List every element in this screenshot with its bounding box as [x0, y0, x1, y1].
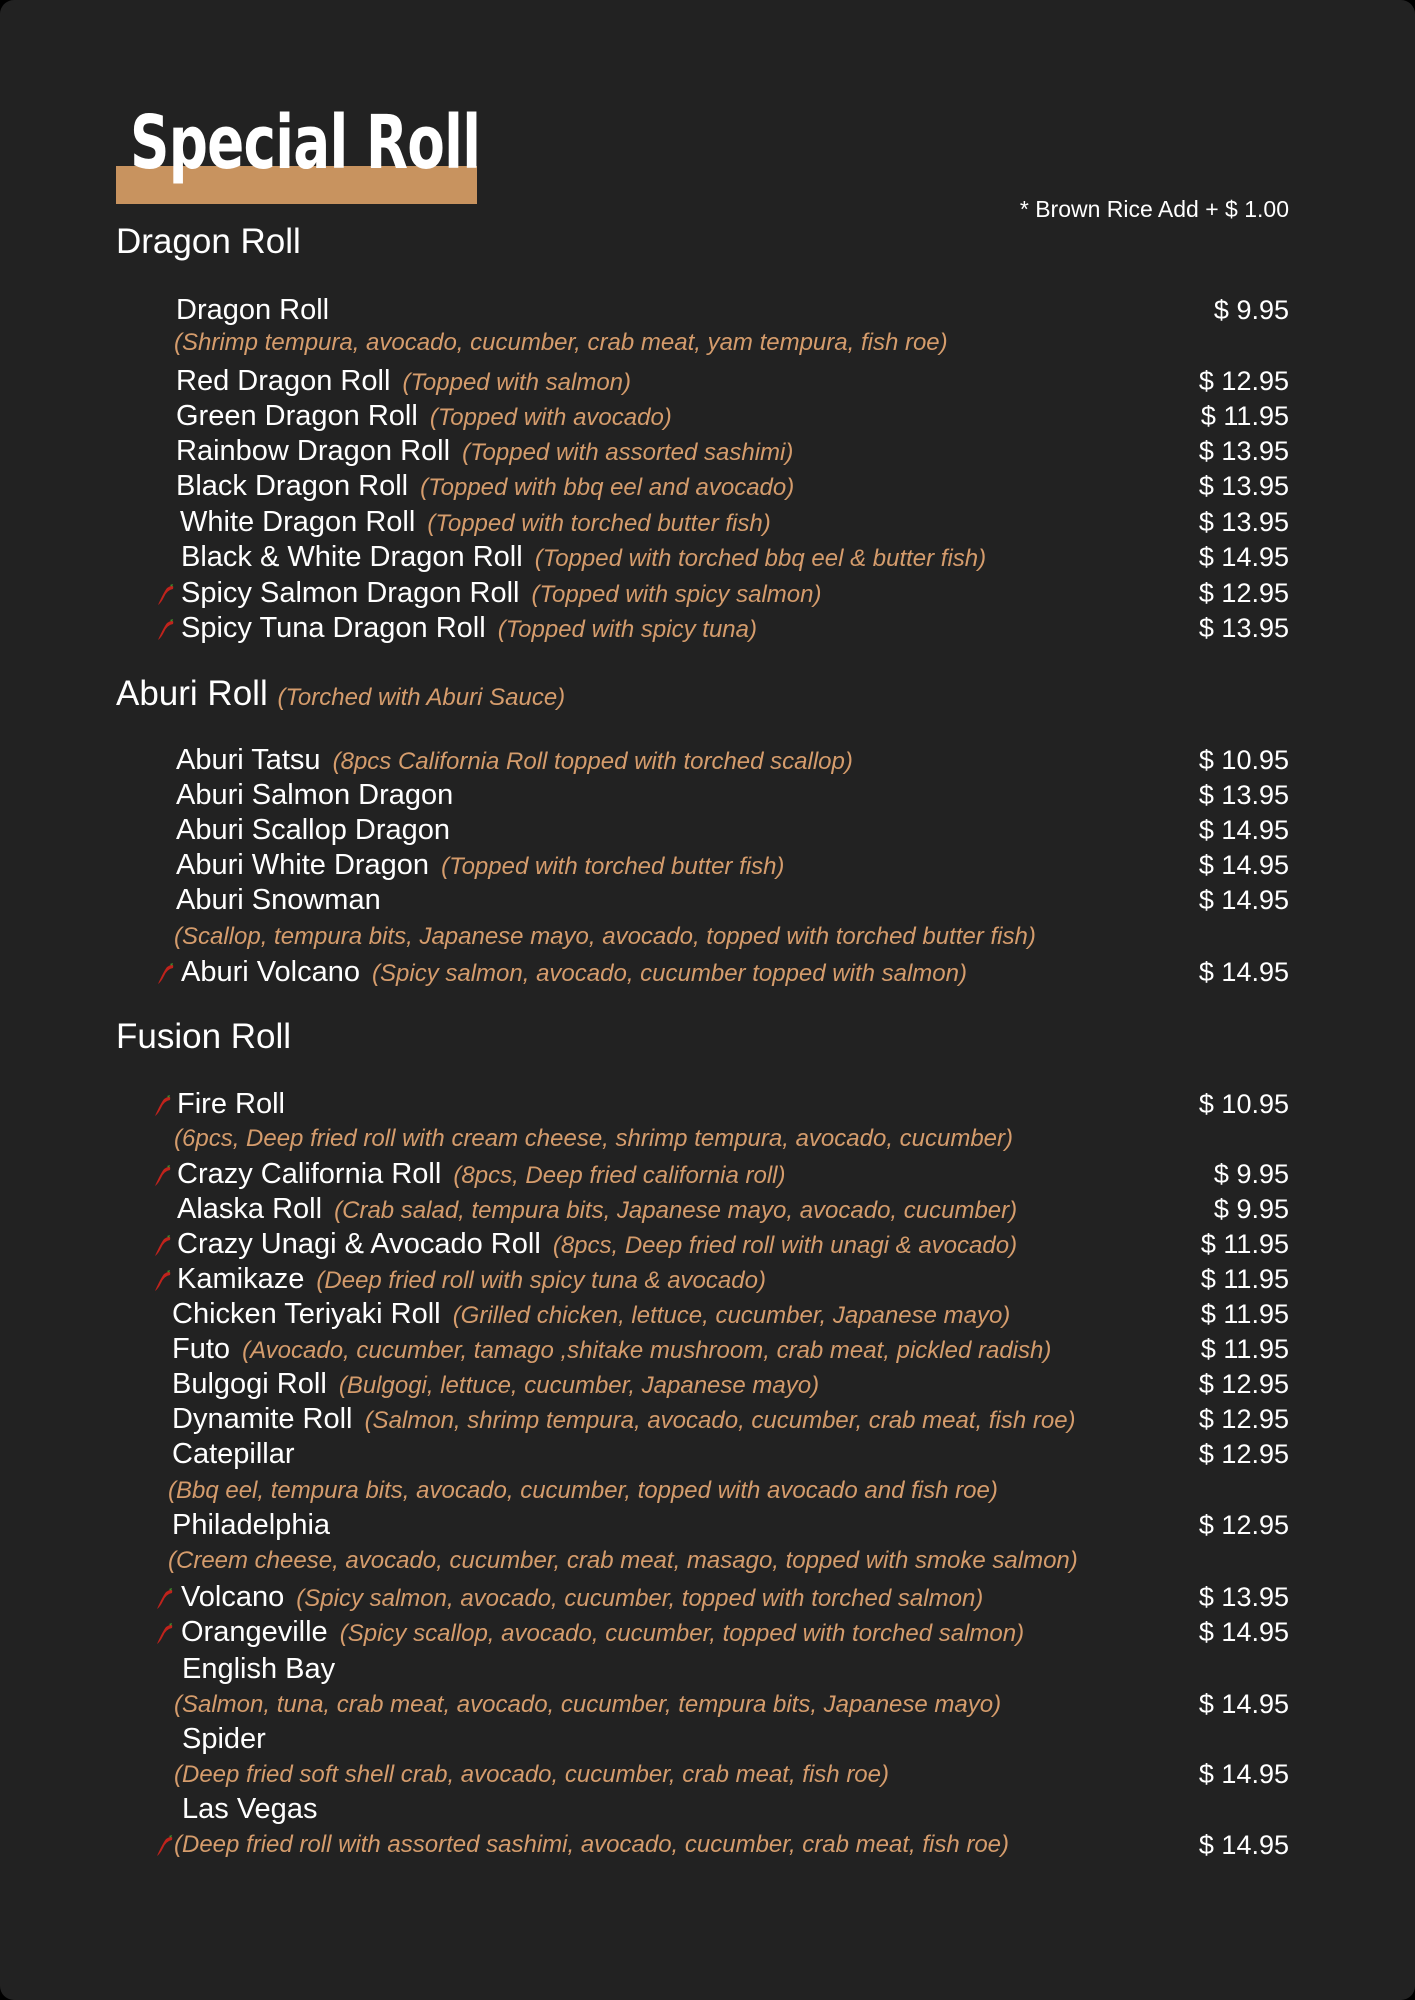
item-description: (Topped with spicy tuna) [497, 616, 757, 643]
item-name: Bulgogi Roll [172, 1368, 327, 1400]
item-name: Orangeville [181, 1616, 328, 1648]
menu-item-dynamite-roll [0, 1402, 1415, 1437]
chili-pepper-icon [154, 1165, 172, 1187]
menu-item-aburi-tatsu [0, 743, 1415, 778]
item-name: Dynamite Roll [172, 1403, 353, 1435]
item-name: Spider [182, 1723, 266, 1755]
menu-item-crazy-unagi-avocado-roll [0, 1227, 1415, 1262]
item-description: (Crab salad, tempura bits, Japanese mayo, avocado, cucumber) [334, 1197, 1018, 1224]
item-description: (Spicy salmon, avocado, cucumber, topped with torched salmon) [296, 1585, 984, 1612]
item-description: (Deep fried soft shell crab, avocado, cucumber, crab meat, fish roe) [174, 1761, 889, 1788]
menu-item-red-dragon-roll [0, 364, 1415, 399]
section-title-dragon-text: Dragon Roll [116, 222, 301, 261]
item-description: (Topped with spicy salmon) [531, 581, 822, 608]
item-price: $ 11.95 [1200, 1334, 1289, 1364]
item-description: (Creem cheese, avocado, cucumber, crab meat, masago, topped with smoke salmon) [168, 1547, 1078, 1574]
menu-item-las-vegas [0, 1792, 1415, 1827]
menu-item-orangeville [0, 1615, 1415, 1650]
menu-item-white-dragon-roll [0, 505, 1415, 540]
menu-item-aburi-volcano [0, 955, 1415, 990]
item-price: $ 13.95 [1198, 471, 1289, 501]
item-name: Aburi White Dragon [176, 849, 430, 881]
item-description: (Topped with assorted sashimi) [462, 439, 794, 466]
chili-pepper-icon [154, 1095, 172, 1117]
item-price: $ 11.95 [1200, 1299, 1289, 1329]
item-price: $ 13.95 [1198, 1582, 1289, 1612]
item-description: (Topped with torched butter fish) [427, 510, 771, 537]
item-name: English Bay [182, 1653, 336, 1685]
menu-item-alaska-roll [0, 1192, 1415, 1227]
item-description: (Spicy scallop, avocado, cucumber, topped with torched salmon) [339, 1620, 1025, 1647]
section-title-fusion [116, 1017, 291, 1057]
item-price: $ 12.95 [1198, 1369, 1289, 1399]
item-description: (Avocado, cucumber, tamago ,shitake mushroom, crab meat, pickled radish) [242, 1337, 1052, 1364]
chili-pepper-icon [154, 1270, 172, 1292]
item-name: Fire Roll [177, 1088, 285, 1120]
item-price: $ 12.95 [1198, 1510, 1289, 1540]
chili-pepper-icon [156, 1623, 174, 1645]
item-price: $ 14.95 [1198, 1689, 1289, 1719]
menu-item-english-bay [0, 1652, 1415, 1687]
menu-item-philadelphia [0, 1508, 1415, 1543]
item-price: $ 13.95 [1198, 436, 1289, 466]
item-description: (Salmon, shrimp tempura, avocado, cucumber, crab meat, fish roe) [364, 1407, 1076, 1434]
section-subtitle-aburi: (Torched with Aburi Sauce) [277, 684, 566, 711]
item-description: (8pcs, Deep fried roll with unagi & avocado) [552, 1232, 1018, 1259]
menu-item-aburi-scallop-dragon [0, 813, 1415, 848]
item-name: Futo [172, 1333, 231, 1365]
menu-item-crazy-california-roll [0, 1157, 1415, 1192]
item-price: $ 14.95 [1198, 1759, 1289, 1789]
item-name: Black & White Dragon Roll [181, 541, 523, 573]
item-description: (Topped with torched bbq eel & butter fish) [534, 545, 987, 572]
menu-item-futo [0, 1332, 1415, 1367]
item-name: Las Vegas [182, 1793, 318, 1825]
item-name: Green Dragon Roll [176, 400, 418, 432]
section-title-dragon [116, 222, 301, 262]
chili-pepper-icon [157, 963, 175, 985]
menu-item-aburi-salmon-dragon [0, 778, 1415, 813]
item-name: Alaska Roll [177, 1193, 323, 1225]
menu-item-black-dragon-roll [0, 469, 1415, 504]
item-name: Philadelphia [172, 1509, 331, 1541]
menu-item-bulgogi-roll [0, 1367, 1415, 1402]
menu-item-aburi-snowman [0, 883, 1415, 918]
menu-item-volcano [0, 1580, 1415, 1615]
item-name: Aburi Snowman [176, 884, 381, 916]
brown-rice-note: * Brown Rice Add + $ 1.00 [1019, 196, 1289, 222]
item-price: $ 13.95 [1198, 613, 1289, 643]
item-price: $ 9.95 [1213, 1194, 1289, 1224]
menu-item-aburi-white-dragon [0, 848, 1415, 883]
item-name: Volcano [181, 1581, 285, 1613]
item-description: (Scallop, tempura bits, Japanese mayo, avocado, topped with torched butter fish) [174, 923, 1036, 950]
item-price: $ 12.95 [1198, 1439, 1289, 1469]
menu-item-dragon-roll [0, 293, 1415, 328]
item-price: $ 14.95 [1198, 885, 1289, 915]
section-title-aburi [116, 674, 565, 714]
item-price: $ 14.95 [1198, 815, 1289, 845]
item-description: (8pcs, Deep fried california roll) [453, 1162, 786, 1189]
item-price: $ 14.95 [1198, 542, 1289, 572]
item-description: (Deep fried roll with assorted sashimi, avocado, cucumber, crab meat, fish roe) [174, 1831, 1010, 1858]
item-price: $ 14.95 [1198, 1830, 1289, 1860]
item-name: Chicken Teriyaki Roll [172, 1298, 441, 1330]
item-description: (Salmon, tuna, crab meat, avocado, cucumber, tempura bits, Japanese mayo) [174, 1691, 1002, 1718]
item-name: Aburi Scallop Dragon [176, 814, 451, 846]
item-description: (Grilled chicken, lettuce, cucumber, Japanese mayo) [452, 1302, 1011, 1329]
item-price: $ 13.95 [1198, 780, 1289, 810]
item-price: $ 10.95 [1198, 1089, 1289, 1119]
item-name: White Dragon Roll [180, 506, 416, 538]
menu-item-spicy-salmon-dragon-roll [0, 576, 1415, 611]
menu-item-catepillar [0, 1437, 1415, 1472]
menu-item-chicken-teriyaki-roll [0, 1297, 1415, 1332]
item-price: $ 11.95 [1200, 1229, 1289, 1259]
item-description: (Topped with avocado) [429, 404, 672, 431]
item-price: $ 13.95 [1198, 507, 1289, 537]
item-price: $ 12.95 [1198, 578, 1289, 608]
item-description: (Bbq eel, tempura bits, avocado, cucumber, topped with avocado and fish roe) [168, 1477, 998, 1504]
item-name: Aburi Salmon Dragon [176, 779, 454, 811]
menu-item-spider [0, 1722, 1415, 1757]
chili-pepper-icon [157, 619, 175, 641]
menu-item-rainbow-dragon-roll [0, 434, 1415, 469]
item-name: Crazy Unagi & Avocado Roll [177, 1228, 541, 1260]
item-price: $ 11.95 [1200, 1264, 1289, 1294]
item-name: Crazy California Roll [177, 1158, 442, 1190]
chili-pepper-icon [154, 1235, 172, 1257]
item-name: Dragon Roll [176, 294, 330, 326]
menu-title: Special Roll [130, 100, 481, 186]
chili-pepper-icon [156, 1835, 174, 1857]
section-title-fusion-text: Fusion Roll [116, 1017, 292, 1056]
item-description: (Topped with bbq eel and avocado) [420, 474, 795, 501]
item-name: Aburi Volcano [181, 956, 360, 988]
section-title-aburi-text: Aburi Roll [116, 674, 268, 713]
item-price: $ 9.95 [1213, 295, 1289, 325]
menu-item-black-white-dragon-roll [0, 540, 1415, 575]
menu-item-kamikaze [0, 1262, 1415, 1297]
item-description: (Spicy salmon, avocado, cucumber topped with salmon) [372, 960, 967, 987]
menu-item-spicy-tuna-dragon-roll [0, 611, 1415, 646]
item-price: $ 9.95 [1213, 1159, 1289, 1189]
item-price: $ 14.95 [1198, 850, 1289, 880]
item-price: $ 10.95 [1198, 745, 1289, 775]
item-price: $ 14.95 [1198, 957, 1289, 987]
menu-item-green-dragon-roll [0, 399, 1415, 434]
item-name: Spicy Tuna Dragon Roll [181, 612, 486, 644]
item-name: Kamikaze [177, 1263, 305, 1295]
item-description: (Topped with salmon) [402, 369, 632, 396]
item-price: $ 14.95 [1198, 1617, 1289, 1647]
item-name: Black Dragon Roll [176, 470, 409, 502]
item-description: (8pcs California Roll topped with torched scallop) [332, 748, 853, 775]
item-price: $ 11.95 [1200, 401, 1289, 431]
item-name: Spicy Salmon Dragon Roll [181, 577, 520, 609]
item-description: (Shrimp tempura, avocado, cucumber, crab meat, yam tempura, fish roe) [174, 329, 948, 356]
item-price: $ 12.95 [1198, 366, 1289, 396]
item-name: Rainbow Dragon Roll [176, 435, 451, 467]
chili-pepper-icon [156, 1588, 174, 1610]
item-name: Catepillar [172, 1438, 295, 1470]
item-description: (6pcs, Deep fried roll with cream cheese, shrimp tempura, avocado, cucumber) [174, 1125, 1014, 1152]
item-description: (Deep fried roll with spicy tuna & avocado) [316, 1267, 766, 1294]
item-description: (Bulgogi, lettuce, cucumber, Japanese mayo) [338, 1372, 820, 1399]
item-name: Aburi Tatsu [176, 744, 321, 776]
item-name: Red Dragon Roll [176, 365, 391, 397]
menu-item-fire-roll [0, 1087, 1415, 1122]
item-description: (Topped with torched butter fish) [441, 853, 785, 880]
chili-pepper-icon [157, 584, 175, 606]
item-price: $ 12.95 [1198, 1404, 1289, 1434]
